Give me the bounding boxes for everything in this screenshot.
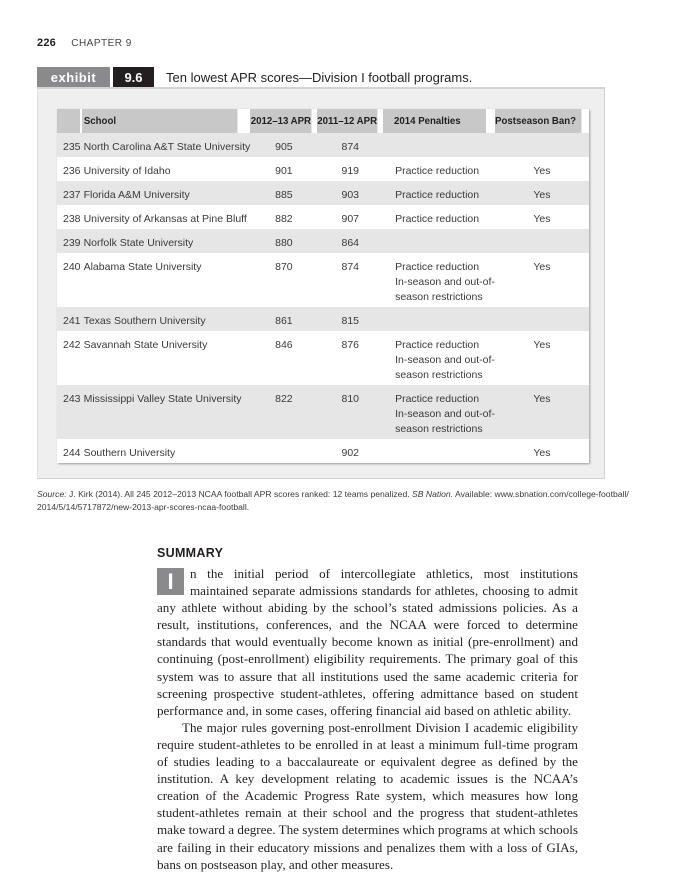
apr-2011-12-cell: 874 — [317, 253, 383, 307]
source-publication: SB Nation. — [412, 489, 454, 499]
source-text-after: Available: www.sbnation.com/college-football/ 2014/5/14/5717872/new-2013-apr-scores-ncaa-football. — [37, 489, 629, 512]
school-cell: North Carolina A&T State University — [82, 133, 251, 157]
summary-heading: SUMMARY — [157, 546, 224, 560]
header-postseason-ban: Postseason Ban? — [495, 109, 582, 133]
apr-2011-12-cell: 919 — [317, 157, 383, 181]
penalties-cell — [383, 133, 495, 157]
header-apr-2011-12: 2011–12 APR — [317, 109, 377, 133]
school-cell: Southern University — [82, 439, 251, 463]
ban-cell: Yes — [495, 253, 589, 307]
table-row — [57, 307, 589, 331]
rank-cell: 241 — [57, 307, 82, 331]
school-cell: Norfolk State University — [82, 229, 251, 253]
summary-body — [157, 565, 578, 873]
ban-cell: Yes — [495, 205, 589, 229]
penalty-line: In-season and out-of- — [395, 276, 495, 288]
summary-paragraph-2: The major rules governing post-enrollment Division I academic eligibility require student-athletes to be enrolled in at least a minimum full-time program of studies leading to a baccalaureate or equivalent degree as defined by the institution. A key development relating to academic issues is the NCAA’s creation of the Academic Progress Rate system, which measures how long student-athletes remain at their school and the progress that student-athletes make toward a degree. The system determines which programs at which schools are failing in their educatory missions and penalizes them with a loss of GIAs, bans on postseason play, and other measures. — [157, 719, 578, 872]
school-cell: Florida A&M University — [82, 181, 251, 205]
ban-cell: Yes — [495, 385, 589, 439]
ban-cell: Yes — [495, 157, 589, 181]
penalty-line: season restrictions — [395, 291, 483, 303]
rank-cell: 236 — [57, 157, 82, 181]
penalty-line: Practice reduction — [395, 393, 480, 405]
table-row — [57, 385, 589, 439]
exhibit-caption — [37, 67, 472, 87]
table-row — [57, 181, 589, 205]
header-school: School — [82, 109, 237, 133]
school-cell: Savannah State University — [82, 331, 251, 385]
table-row — [57, 331, 589, 385]
source-text-before: J. Kirk (2014). All 245 2012–2013 NCAA football APR scores ranked: 12 teams penalized. — [66, 489, 413, 499]
rank-cell: 243 — [57, 385, 82, 439]
penalties-cell — [383, 229, 495, 253]
school-cell: Mississippi Valley State University — [82, 385, 251, 439]
ban-cell: Yes — [495, 181, 589, 205]
penalties-cell — [383, 253, 495, 307]
penalty-line: Practice reduction — [395, 339, 480, 351]
school-cell: University of Idaho — [82, 157, 251, 181]
penalty-line: season restrictions — [395, 369, 483, 381]
apr-2012-13-cell — [250, 439, 317, 463]
apr-2011-12-cell: 810 — [317, 385, 383, 439]
apr-2011-12-cell: 903 — [317, 181, 383, 205]
header-rank — [57, 109, 80, 133]
penalty-line: Practice reduction — [395, 213, 480, 225]
rank-cell: 238 — [57, 205, 82, 229]
apr-2011-12-cell: 907 — [317, 205, 383, 229]
drop-cap: I — [157, 568, 184, 595]
apr-2012-13-cell: 880 — [250, 229, 317, 253]
school-cell: University of Arkansas at Pine Bluff — [82, 205, 251, 229]
apr-2012-13-cell: 905 — [250, 133, 317, 157]
penalties-cell — [383, 385, 495, 439]
header-penalties: 2014 Penalties — [383, 109, 486, 133]
rank-cell: 235 — [57, 133, 82, 157]
ban-cell — [495, 307, 589, 331]
rank-cell: 239 — [57, 229, 82, 253]
penalties-cell — [383, 157, 495, 181]
ban-cell: Yes — [495, 331, 589, 385]
apr-2012-13-cell: 822 — [250, 385, 317, 439]
rank-cell: 240 — [57, 253, 82, 307]
table-header-row — [57, 109, 589, 133]
chapter-label: CHAPTER 9 — [71, 38, 132, 49]
running-head — [37, 37, 132, 49]
source-note — [37, 488, 657, 514]
apr-2012-13-cell: 882 — [250, 205, 317, 229]
penalties-cell — [383, 205, 495, 229]
exhibit-title: Ten lowest APR scores—Division I football programs. — [166, 69, 473, 85]
ban-cell: Yes — [495, 439, 589, 463]
rank-cell: 237 — [57, 181, 82, 205]
table-row — [57, 157, 589, 181]
school-cell: Alabama State University — [82, 253, 251, 307]
apr-2012-13-cell: 901 — [250, 157, 317, 181]
table-row — [57, 439, 589, 463]
penalties-cell — [383, 439, 495, 463]
table-row — [57, 253, 589, 307]
apr-2011-12-cell: 815 — [317, 307, 383, 331]
penalty-line: Practice reduction — [395, 189, 480, 201]
ban-cell — [495, 229, 589, 253]
exhibit-label: exhibit — [37, 67, 110, 87]
penalties-cell — [383, 181, 495, 205]
exhibit-box — [37, 87, 605, 479]
table-row — [57, 133, 589, 157]
page-number: 226 — [37, 37, 56, 49]
apr-2012-13-cell: 870 — [250, 253, 317, 307]
source-label: Source: — [37, 489, 67, 499]
rank-cell: 242 — [57, 331, 82, 385]
apr-2012-13-cell: 846 — [250, 331, 317, 385]
penalties-cell — [383, 307, 495, 331]
school-cell: Texas Southern University — [82, 307, 251, 331]
apr-2012-13-cell: 861 — [250, 307, 317, 331]
ban-cell — [495, 133, 589, 157]
rank-cell: 244 — [57, 439, 82, 463]
penalty-line: season restrictions — [395, 423, 483, 435]
summary-paragraph-1-text: n the initial period of intercollegiate athletics, most institutions maintained separate admissions standards for athletes, choosing to admit any athlete without abiding by the school’s stated admissions policies. As a result, institutions, conferences, and the NCAA were forced to determine standards that would eventually become known as initial (pre-enrollment) and continuing (post-enrollment) eligibility requirements. The primary goal of this system was to assure that all institutions used the same academic criteria for screening prospective student-athletes, offering admittance based on student performance and, in some cases, offering financial aid based on athletic ability. — [157, 566, 578, 718]
penalty-line: Practice reduction — [395, 165, 480, 177]
apr-2011-12-cell: 902 — [317, 439, 383, 463]
apr-2012-13-cell: 885 — [250, 181, 317, 205]
penalty-line: In-season and out-of- — [395, 408, 495, 420]
summary-paragraph-1 — [157, 565, 578, 719]
table-row — [57, 229, 589, 253]
table-row — [57, 205, 589, 229]
exhibit-number: 9.6 — [113, 67, 154, 87]
apr-table — [57, 109, 589, 463]
header-apr-2012-13: 2012–13 APR — [250, 109, 312, 133]
apr-2011-12-cell: 876 — [317, 331, 383, 385]
apr-2011-12-cell: 864 — [317, 229, 383, 253]
penalties-cell — [383, 331, 495, 385]
penalty-line: Practice reduction — [395, 261, 480, 273]
apr-2011-12-cell: 874 — [317, 133, 383, 157]
penalty-line: In-season and out-of- — [395, 354, 495, 366]
